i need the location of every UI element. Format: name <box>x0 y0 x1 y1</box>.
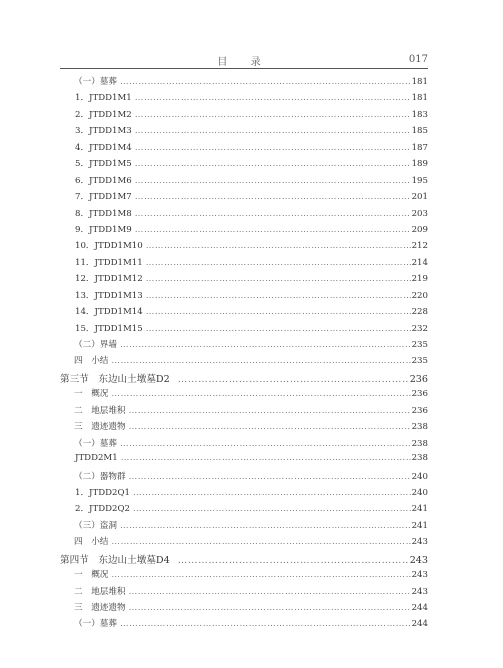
toc-entry[interactable] <box>60 322 428 338</box>
toc-entry-page: 235 <box>411 340 428 350</box>
toc-entry[interactable] <box>60 75 428 91</box>
toc-entry-page: 232 <box>411 323 428 334</box>
toc-entry[interactable] <box>60 519 428 535</box>
toc-entry-label: 二 地层堆积 <box>74 405 126 416</box>
toc-entry[interactable] <box>60 157 428 173</box>
toc-entry-label: 一 概况 <box>74 389 109 400</box>
toc-entry-page: 195 <box>411 175 428 186</box>
toc-entry[interactable] <box>60 535 428 551</box>
toc-entry-page: 203 <box>411 208 428 219</box>
dot-leader <box>120 439 411 449</box>
dot-leader <box>120 340 411 350</box>
dot-leader <box>135 143 411 153</box>
toc-entry-page: 214 <box>411 257 428 268</box>
dot-leader <box>133 488 411 498</box>
dot-leader <box>129 406 411 416</box>
toc-entry-label: 四 小结 <box>74 537 109 548</box>
toc-entry[interactable] <box>60 486 428 502</box>
toc-entry-page: 236 <box>409 373 428 385</box>
toc-entry-page: 244 <box>411 619 428 630</box>
toc-entry-label: 三 遗迹遗物 <box>74 603 126 613</box>
toc-entry-label: 13．JTDD1M13 <box>75 290 143 301</box>
toc-entry-page: 183 <box>411 109 428 120</box>
toc-entry-label: 第三节 东边山土墩墓D2 <box>60 373 170 385</box>
dot-leader <box>129 603 411 613</box>
page-number: 017 <box>408 54 428 65</box>
dot-leader <box>129 472 411 482</box>
toc-entry[interactable] <box>60 437 428 453</box>
toc-entry-label: 15．JTDD1M15 <box>75 323 143 334</box>
dot-leader <box>111 570 410 580</box>
toc-entry-page: 212 <box>411 241 428 252</box>
table-of-contents <box>60 75 428 634</box>
toc-entry-page: 201 <box>411 192 428 203</box>
toc-entry[interactable] <box>60 91 428 107</box>
toc-entry-label: 四 小结 <box>74 356 109 367</box>
toc-entry-label: 第四节 东边山土墩墓D4 <box>60 554 170 566</box>
toc-entry[interactable] <box>60 420 428 436</box>
toc-entry[interactable] <box>60 502 428 518</box>
dot-leader <box>133 504 411 514</box>
toc-section-entry[interactable] <box>60 371 428 387</box>
toc-entry-label: 8．JTDD1M8 <box>75 208 132 219</box>
dot-leader <box>146 291 411 301</box>
dot-leader <box>146 324 411 334</box>
toc-entry-label: 2．JTDD1M2 <box>75 109 132 120</box>
toc-entry[interactable] <box>60 404 428 420</box>
toc-entry-page: 185 <box>411 126 428 137</box>
toc-entry[interactable] <box>60 190 428 206</box>
toc-entry[interactable] <box>60 239 428 255</box>
dot-leader <box>135 110 411 120</box>
dot-leader <box>146 274 411 284</box>
toc-entry-label: 10．JTDD1M10 <box>75 241 143 252</box>
dot-leader <box>146 307 411 317</box>
dot-leader <box>120 77 411 87</box>
dot-leader <box>178 374 409 385</box>
toc-entry[interactable] <box>60 453 428 469</box>
toc-entry-page: 187 <box>411 142 428 153</box>
toc-entry-page: 181 <box>411 93 428 104</box>
dot-leader <box>135 126 411 136</box>
toc-entry-label: （一）墓葬 <box>74 77 117 87</box>
dot-leader <box>120 619 411 629</box>
toc-entry-label: （二）界墙 <box>74 340 117 350</box>
dot-leader <box>135 176 411 186</box>
toc-entry-page: 236 <box>411 405 428 416</box>
toc-entry[interactable] <box>60 585 428 601</box>
toc-entry[interactable] <box>60 470 428 486</box>
toc-entry-page: 240 <box>411 471 428 482</box>
toc-entry-label: 一 概况 <box>74 570 109 581</box>
toc-entry-page: 181 <box>411 77 428 87</box>
toc-entry-page: 235 <box>411 356 428 367</box>
toc-entry-label: 二 地层堆积 <box>74 586 126 597</box>
toc-entry-label: （一）墓葬 <box>74 619 117 630</box>
toc-entry[interactable] <box>60 207 428 223</box>
toc-entry-label: 11．JTDD1M11 <box>75 257 143 268</box>
toc-entry[interactable] <box>60 338 428 354</box>
dot-leader <box>129 422 411 432</box>
toc-entry-page: 243 <box>411 537 428 548</box>
toc-entry-label: 3．JTDD1M3 <box>75 126 132 137</box>
toc-entry-label: 9．JTDD1M9 <box>75 224 132 235</box>
toc-entry-label: 5．JTDD1M5 <box>75 159 132 170</box>
toc-entry-label: （二）器物群 <box>74 471 126 482</box>
toc-entry-label: （三）盗洞 <box>74 520 117 531</box>
toc-entry-page: 209 <box>411 224 428 235</box>
toc-entry[interactable] <box>60 256 428 272</box>
toc-entry-label: 2．JTDD2Q2 <box>75 504 130 515</box>
dot-leader <box>146 241 411 251</box>
toc-entry[interactable] <box>60 617 428 633</box>
dot-leader <box>146 258 411 268</box>
toc-entry-label: 4．JTDD1M4 <box>75 142 132 153</box>
toc-entry[interactable] <box>60 124 428 140</box>
toc-entry-page: 244 <box>411 603 428 613</box>
toc-entry-page: 228 <box>411 307 428 318</box>
toc-entry-page: 189 <box>411 159 428 170</box>
toc-entry[interactable] <box>60 387 428 403</box>
dot-leader <box>135 93 411 103</box>
toc-entry-page: 240 <box>411 487 428 498</box>
toc-entry-label: 1．JTDD2Q1 <box>75 487 130 498</box>
toc-entry-label: 三 遗迹遗物 <box>74 422 126 433</box>
dot-leader <box>121 453 411 463</box>
toc-entry[interactable] <box>60 568 428 584</box>
toc-entry[interactable] <box>60 601 428 617</box>
dot-leader <box>135 209 411 219</box>
toc-entry-page: 219 <box>411 274 428 285</box>
dot-leader <box>135 225 411 235</box>
dot-leader <box>111 356 410 366</box>
toc-entry-label: 12．JTDD1M12 <box>75 274 143 285</box>
dot-leader <box>129 587 411 597</box>
toc-entry-page: 220 <box>411 290 428 301</box>
toc-entry-page: 236 <box>411 389 428 400</box>
dot-leader <box>135 192 411 202</box>
toc-entry[interactable] <box>60 354 428 370</box>
dot-leader <box>120 521 411 531</box>
toc-entry-label: 14．JTDD1M14 <box>75 307 143 318</box>
toc-entry-label: JTDD2M1 <box>75 453 118 464</box>
page-header <box>60 52 428 69</box>
toc-entry-label: （一）墓葬 <box>74 438 117 449</box>
toc-entry-page: 238 <box>411 422 428 433</box>
dot-leader <box>111 389 410 399</box>
toc-entry[interactable] <box>60 141 428 157</box>
dot-leader <box>178 555 409 566</box>
toc-entry-page: 241 <box>411 504 428 515</box>
toc-entry-label: 1．JTDD1M1 <box>75 93 132 104</box>
toc-entry-label: 7．JTDD1M7 <box>75 192 132 203</box>
toc-entry[interactable] <box>60 223 428 239</box>
toc-entry[interactable] <box>60 108 428 124</box>
toc-entry[interactable] <box>60 174 428 190</box>
dot-leader <box>111 537 410 547</box>
toc-entry-page: 238 <box>411 438 428 449</box>
toc-entry-page: 243 <box>411 570 428 581</box>
running-title: 目 录 <box>217 57 271 68</box>
toc-entry-page: 243 <box>409 554 428 566</box>
toc-entry[interactable] <box>60 289 428 305</box>
toc-entry-label: 6．JTDD1M6 <box>75 175 132 186</box>
toc-section-entry[interactable] <box>60 552 428 568</box>
toc-entry-page: 238 <box>411 453 428 464</box>
toc-entry-page: 241 <box>411 520 428 531</box>
toc-entry[interactable] <box>60 305 428 321</box>
dot-leader <box>135 159 411 169</box>
toc-entry[interactable] <box>60 272 428 288</box>
toc-entry-page: 243 <box>411 586 428 597</box>
